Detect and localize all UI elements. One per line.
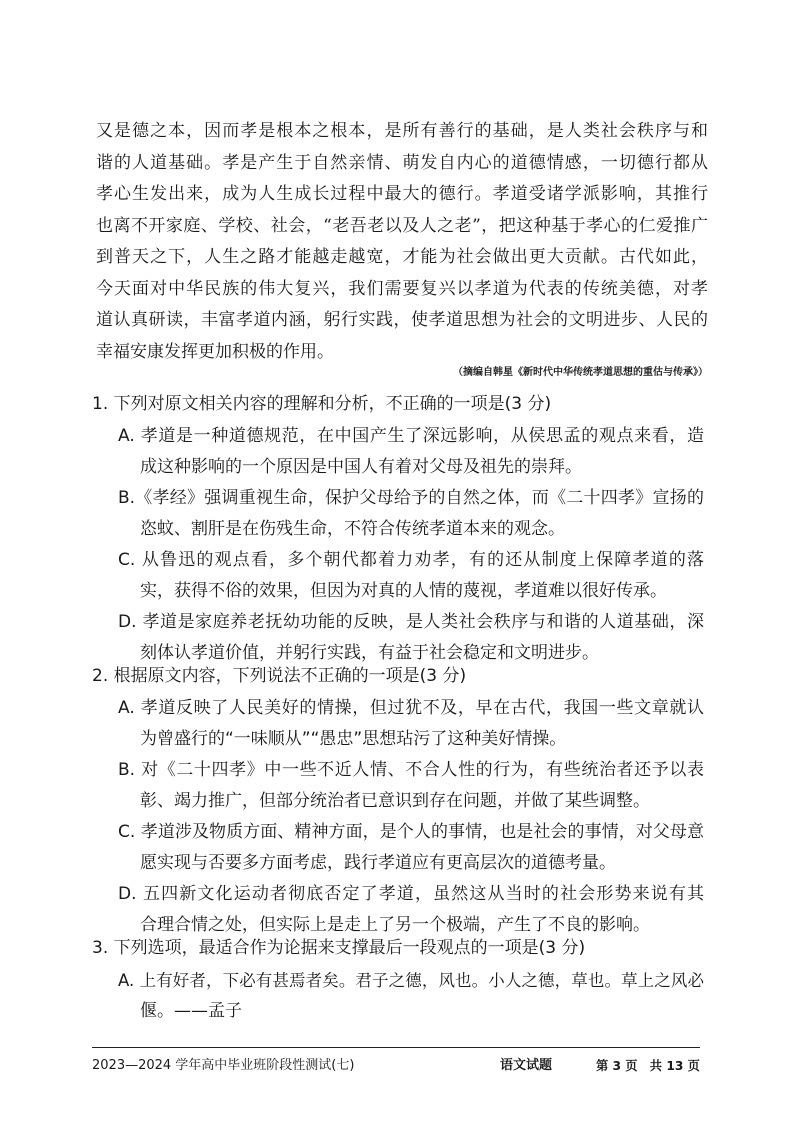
passage-line: 幸福安康发挥更加积极的作用。 [96,341,334,362]
question-2-stem: 2. 根据原文内容，下列说法不正确的一项是(3 分) [92,666,467,686]
question-1-stem: 1. 下列对原文相关内容的理解和分析，不正确的一项是(3 分) [92,394,552,414]
option-line: 为曾盛行的“一味顺从”“愚忠”思想玷污了这种美好情操。 [140,729,567,749]
option-line: 刻体认孝道价值，并躬行实践，有益于社会稳定和文明进步。 [140,643,599,663]
option-line: 偃。——孟子 [140,1001,242,1021]
passage-line: 又是德之本，因而孝是根本之根本，是所有善行的基础，是人类社会秩序与和 [96,121,708,141]
option-line: 合理合情之处，但实际上是走上了另一个极端，产生了不良的影响。 [140,915,650,935]
footer-subject: 语文试题 [500,1058,553,1073]
option-line: 成这种影响的一个原因是中国人有着对父母及祖先的崇拜。 [140,457,582,477]
footer-page-number: 第 3 页 共 13 页 [596,1059,700,1073]
passage-line: 到普天之下，人生之路才能越走越宽，才能为社会做出更大贡献。古代如此， [96,247,708,267]
option-line: C. 从鲁迅的观点看，多个朝代都着力劝孝，有的还从制度上保障孝道的落 [118,550,704,570]
question-2-option-a [118,693,704,755]
question-1-option-a [118,421,704,483]
question-3-option-a [118,965,704,1027]
option-line: 恣蚊、割肝是在伤残生命，不符合传统孝道本来的观念。 [140,519,565,539]
option-line: 实，获得不俗的效果，但因为对真的人情的蔑视，孝道难以很好传承。 [140,581,667,601]
question-2-option-c [118,817,704,879]
option-line: A. 上有好者，下必有甚焉者矣。君子之德，风也。小人之德，草也。草上之风必 [118,971,704,990]
passage-line: 今天面对中华民族的伟大复兴，我们需要复兴以孝道为代表的传统美德，对孝 [96,278,708,299]
question-2-option-b [118,755,704,817]
option-line: B.《孝经》强调重视生命，保护父母给予的自然之体，而《二十四孝》宣扬的 [118,488,704,508]
passage-line: 道认真研读，丰富孝道内涵，躬行实践，使孝道思想为社会的文明进步、人民的 [96,310,708,330]
passage-line: 谐的人道基础。孝是产生于自然亲情、萌发自内心的道德情感，一切德行都从 [96,152,708,173]
question-2-option-d [118,879,704,941]
option-line: 彰、竭力推广，但部分统治者已意识到存在问题，并做了某些调整。 [140,791,650,811]
option-line: 愿实现与否要多方面考虑，践行孝道应有更高层次的道德考量。 [140,853,616,873]
passage-source: （摘编自韩星《新时代中华传统孝道思想的重估与传承》） [453,367,708,378]
option-line: D. 五四新文化运动者彻底否定了孝道，虽然这从当时的社会形势来说有其 [118,884,704,904]
question-1-option-d [118,607,704,669]
passage-line: 孝心生发出来，成为人生成长过程中最大的德行。孝道受诸学派影响，其推行 [96,184,708,204]
option-line: D. 孝道是家庭养老抚幼功能的反映，是人类社会秩序与和谐的人道基础，深 [118,612,704,632]
passage-text [96,116,708,368]
footer-divider [92,1047,700,1048]
question-1-option-b [118,483,704,545]
question-1-option-c [118,545,704,607]
footer-exam-title: 2023—2024 学年高中毕业班阶段性测试(七) [92,1058,355,1073]
passage-line: 也离不开家庭、学校、社会，“老吾老以及人之老”，把这种基于孝心的仁爱推广 [96,215,708,236]
option-line: A. 孝道是一种道德规范，在中国产生了深远影响，从侯思孟的观点来看，造 [118,426,704,446]
option-line: C. 孝道涉及物质方面、精神方面，是个人的事情，也是社会的事情，对父母意 [118,822,704,842]
option-line: B. 对《二十四孝》中一些不近人情、不合人性的行为，有些统治者还予以表 [118,760,704,780]
question-3-stem: 3. 下列选项，最适合作为论据来支撑最后一段观点的一项是(3 分) [92,938,586,958]
option-line: A. 孝道反映了人民美好的情操，但过犹不及，早在古代，我国一些文章就认 [118,698,704,718]
